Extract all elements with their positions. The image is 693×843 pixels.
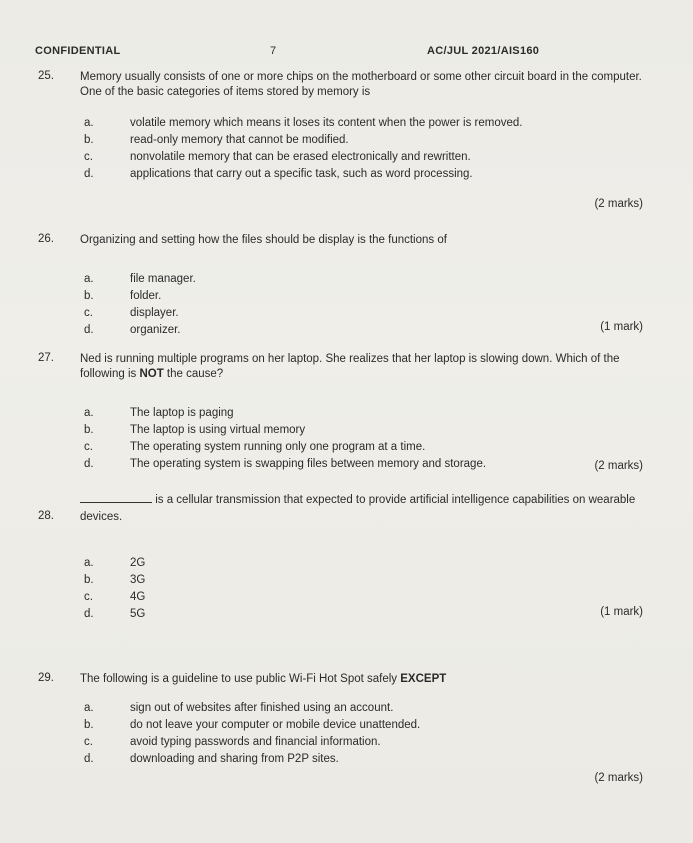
marks-label: (2 marks) [594,460,643,472]
option-c: c. displayer. [84,307,179,319]
question-28 [38,492,643,624]
option-b: b. 3G [84,574,146,586]
question-text: is a cellular transmission that expected to provide artificial intelligence capabilities on wearable devices. [80,494,636,523]
option-c: c. 4G [84,591,146,603]
option-b: b. do not leave your computer or mobile device unattended. [84,719,421,731]
marks-label: (2 marks) [594,198,643,210]
emphasis-except: EXCEPT [400,673,447,685]
option-a: a. file manager. [84,273,196,285]
option-d: d. downloading and sharing from P2P sites. [84,753,339,765]
question-number: 28. [38,510,54,522]
question-number: 25. [38,70,54,82]
question-text: Organizing and setting how the files should be display is the functions of [80,234,447,246]
question-text: The following is a guideline to use public Wi-Fi Hot Spot safely EXCEPT [80,673,447,685]
option-a: a. volatile memory which means it loses its content when the power is removed. [84,117,523,129]
question-26 [38,233,643,340]
question-29 [38,672,643,784]
emphasis-not: NOT [139,368,164,380]
option-c: c. The operating system running only one program at a time. [84,441,426,453]
option-d: d. applications that carry out a specific task, such as word processing. [84,168,473,180]
question-number: 29. [38,672,54,684]
option-d: d. organizer. [84,324,181,336]
confidential-label: CONFIDENTIAL [35,45,121,57]
question-25 [38,70,643,210]
question-text: Memory usually consists of one or more chips on the motherboard or some other circuit board in the computer. One of the basic categories of items stored by memory is [80,71,642,98]
option-c: c. nonvolatile memory that can be erased electronically and rewritten. [84,151,471,163]
marks-label: (2 marks) [594,772,643,784]
course-code: AC/JUL 2021/AIS160 [427,45,540,57]
marks-label: (1 mark) [600,606,643,618]
option-d: d. 5G [84,608,146,620]
question-number: 26. [38,233,54,245]
option-d: d. The operating system is swapping files between memory and storage. [84,458,487,470]
option-c: c. avoid typing passwords and financial information. [84,736,381,748]
option-a: a. The laptop is paging [84,407,234,419]
marks-label: (1 mark) [600,321,643,333]
option-b: b. The laptop is using virtual memory [84,424,306,436]
answer-blank [80,502,152,503]
option-b: b. folder. [84,290,162,302]
page-number: 7 [270,45,277,57]
question-text: Ned is running multiple programs on her laptop. She realizes that her laptop is slowing down. Which of the following is NOT the cause? [80,353,620,380]
option-a: a. 2G [84,557,146,569]
option-a: a. sign out of websites after finished using an account. [84,702,394,714]
option-b: b. read-only memory that cannot be modified. [84,134,349,146]
question-number: 27. [38,352,54,364]
question-27 [38,352,643,474]
page-header [35,45,658,65]
